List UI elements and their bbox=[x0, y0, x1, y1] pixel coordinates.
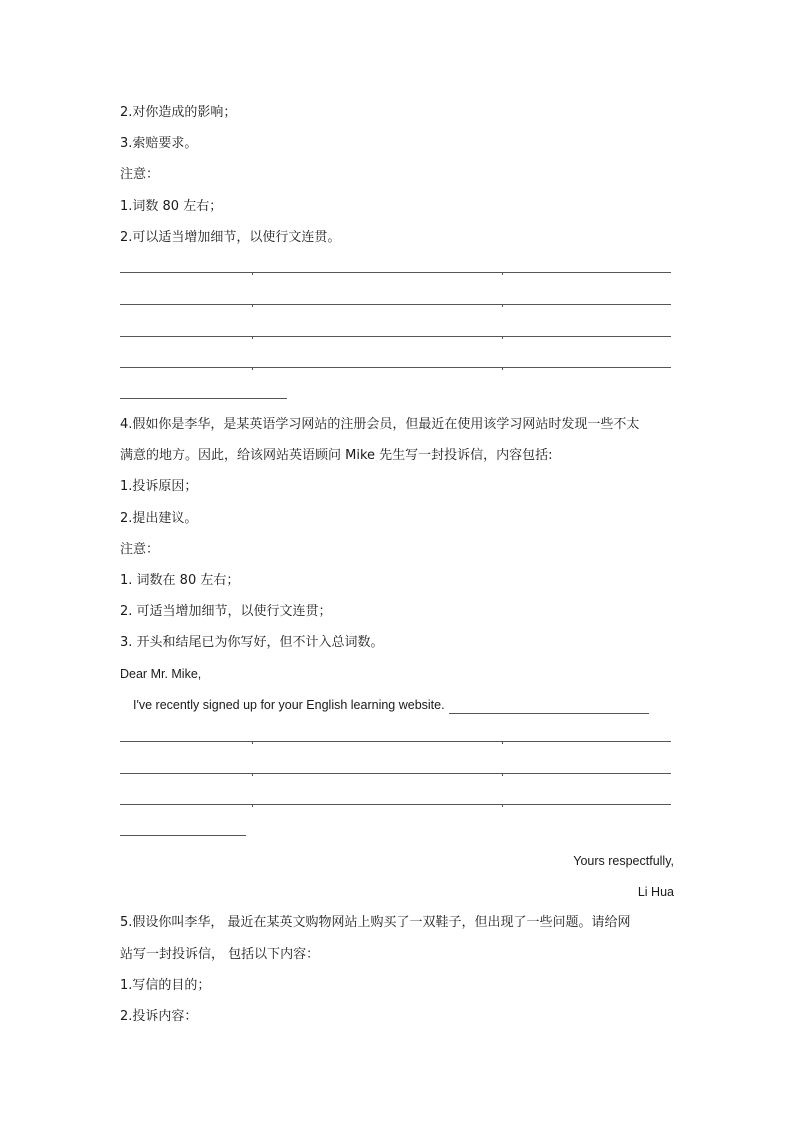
line-tick bbox=[252, 304, 253, 307]
line-tick bbox=[252, 272, 253, 275]
part-a-note-label: 注意： bbox=[120, 167, 160, 182]
writing-line-inline[interactable] bbox=[449, 699, 649, 714]
q4-note-2: 2. 可适当增加细节，以使行文连贯； bbox=[120, 604, 332, 619]
q4-salutation: Dear Mr. Mike, bbox=[120, 667, 202, 681]
writing-line[interactable] bbox=[120, 304, 671, 305]
part-a-note-1: 1.词数 80 左右； bbox=[120, 199, 223, 214]
line-tick bbox=[502, 272, 503, 275]
q4-closing: Yours respectfully, bbox=[573, 854, 674, 868]
writing-line[interactable] bbox=[120, 741, 671, 742]
line-tick bbox=[252, 336, 253, 339]
line-tick bbox=[252, 741, 253, 744]
line-tick bbox=[502, 304, 503, 307]
q4-intro-line-1: 4.假如你是李华，是某英语学习网站的注册会员，但最近在使用该学习网站时发现一些不太 bbox=[120, 417, 640, 432]
q4-opening-text: I've recently signed up for your English learning website. bbox=[133, 698, 445, 712]
q4-note-label: 注意： bbox=[120, 542, 160, 557]
line-tick bbox=[502, 336, 503, 339]
writing-line[interactable] bbox=[120, 367, 671, 368]
q4-note-1: 1. 词数在 80 左右； bbox=[120, 573, 240, 588]
q5-item-1: 1.写信的目的； bbox=[120, 978, 211, 993]
line-tick bbox=[502, 773, 503, 776]
q4-item-1: 1.投诉原因； bbox=[120, 479, 198, 494]
writing-line-short[interactable] bbox=[120, 835, 246, 836]
line-tick bbox=[252, 367, 253, 370]
writing-line-short[interactable] bbox=[120, 398, 287, 399]
q4-item-2: 2.提出建议。 bbox=[120, 511, 198, 526]
writing-line[interactable] bbox=[120, 804, 671, 805]
writing-line[interactable] bbox=[120, 773, 671, 774]
line-tick bbox=[252, 773, 253, 776]
q4-opening-line bbox=[133, 696, 649, 714]
part-a-note-2: 2.可以适当增加细节，以使行文连贯。 bbox=[120, 230, 341, 245]
q4-note-3: 3. 开头和结尾已为你写好，但不计入总词数。 bbox=[120, 635, 384, 650]
line-tick bbox=[252, 804, 253, 807]
q5-item-2: 2.投诉内容： bbox=[120, 1009, 198, 1024]
part-a-item-2: 2.对你造成的影响； bbox=[120, 105, 237, 120]
q4-signature: Li Hua bbox=[637, 885, 674, 899]
line-tick bbox=[502, 804, 503, 807]
line-tick bbox=[502, 741, 503, 744]
q5-intro-line-1: 5.假设你叫李华， 最近在某英文购物网站上购买了一双鞋子，但出现了一些问题。请给网 bbox=[120, 915, 631, 930]
q4-intro-line-2: 满意的地方。因此，给该网站英语顾问 Mike 先生写一封投诉信，内容包括: bbox=[120, 448, 553, 463]
part-a-item-3: 3.索赔要求。 bbox=[120, 136, 198, 151]
writing-line[interactable] bbox=[120, 272, 671, 273]
line-tick bbox=[502, 367, 503, 370]
writing-line[interactable] bbox=[120, 336, 671, 337]
q5-intro-line-2: 站写一封投诉信， 包括以下内容： bbox=[120, 947, 320, 962]
